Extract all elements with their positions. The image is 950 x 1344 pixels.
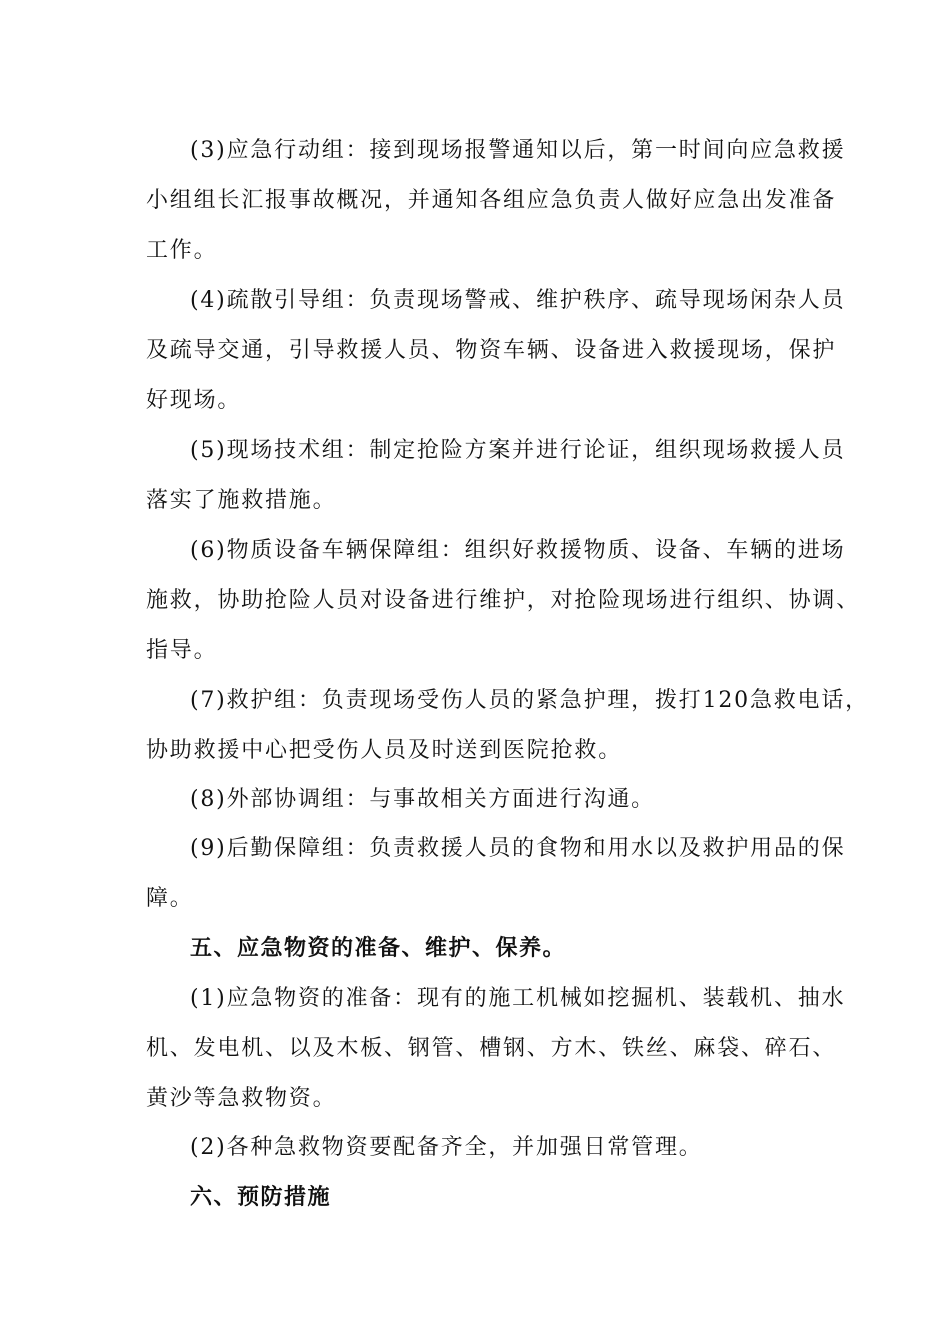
paragraph-3-line-1: (3)应急行动组：接到现场报警通知以后，第一时间向应急救援 [190, 138, 846, 163]
paragraph-8-line-1: (8)外部协调组：与事故相关方面进行沟通。 [190, 787, 655, 812]
supplies-paragraph-2-line-1: (2)各种急救物资要配备齐全，并加强日常管理。 [190, 1135, 703, 1160]
paragraph-9-line-2: 障。 [146, 886, 194, 911]
section-heading-6: 六、预防措施 [190, 1185, 332, 1210]
paragraph-5-line-2: 落实了施救措施。 [146, 488, 337, 513]
paragraph-7-line-2: 协助救援中心把受伤人员及时送到医院抢救。 [146, 738, 623, 763]
paragraph-9-line-1: (9)后勤保障组：负责救援人员的食物和用水以及救护用品的保 [190, 836, 846, 861]
supplies-paragraph-1-line-2: 机、发电机、以及木板、钢管、槽钢、方木、铁丝、麻袋、碎石、 [146, 1036, 837, 1061]
supplies-paragraph-1-line-1: (1)应急物资的准备：现有的施工机械如挖掘机、装载机、抽水 [190, 986, 846, 1011]
paragraph-3-line-2: 小组组长汇报事故概况，并通知各组应急负责人做好应急出发准备 [146, 188, 837, 213]
paragraph-4-line-3: 好现场。 [146, 388, 242, 413]
paragraph-7-line-1: (7)救护组：负责现场受伤人员的紧急护理，拨打120急救电话， [190, 688, 869, 713]
paragraph-6-line-2: 施救，协助抢险人员对设备进行维护，对抢险现场进行组织、协调、 [146, 588, 861, 613]
paragraph-3-line-3: 工作。 [146, 238, 218, 263]
supplies-paragraph-1-line-3: 黄沙等急救物资。 [146, 1086, 337, 1111]
paragraph-4-line-1: (4)疏散引导组：负责现场警戒、维护秩序、疏导现场闲杂人员 [190, 288, 846, 313]
paragraph-5-line-1: (5)现场技术组：制定抢险方案并进行论证，组织现场救援人员 [190, 438, 846, 463]
paragraph-6-line-1: (6)物质设备车辆保障组：组织好救援物质、设备、车辆的进场 [190, 538, 846, 563]
paragraph-6-line-3: 指导。 [146, 638, 218, 663]
paragraph-4-line-2: 及疏导交通，引导救援人员、物资车辆、设备进入救援现场，保护 [146, 338, 837, 363]
section-heading-5: 五、应急物资的准备、维护、保养。 [190, 936, 567, 961]
